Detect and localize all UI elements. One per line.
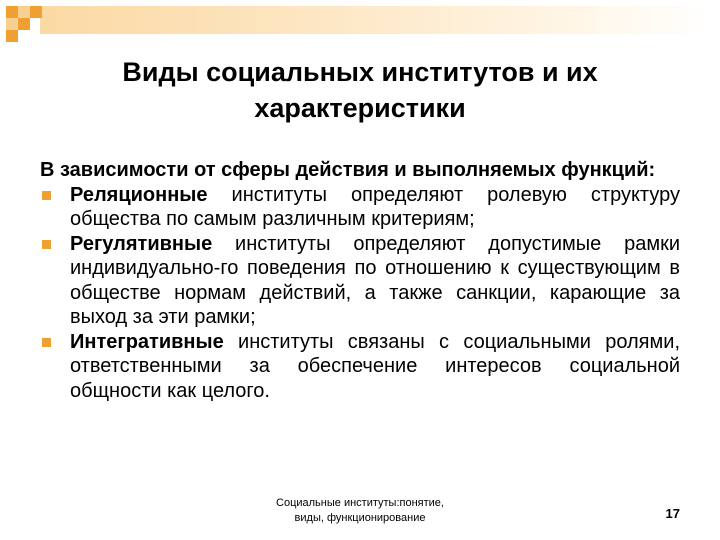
bullet-text: институты определяют ролевую структуру общества по самым различным критериям; bbox=[70, 183, 680, 230]
square-bullet-icon bbox=[42, 338, 51, 347]
footer-line: Социальные институты:понятие, bbox=[276, 497, 444, 509]
slide-footer bbox=[250, 496, 470, 526]
slide-title bbox=[40, 54, 680, 126]
decor-square bbox=[18, 6, 30, 18]
page-number: 17 bbox=[665, 506, 680, 521]
bullet-list bbox=[40, 183, 680, 404]
bullet-term: Регулятивные bbox=[70, 232, 213, 255]
list-item bbox=[40, 232, 680, 330]
list-item bbox=[40, 330, 680, 404]
square-bullet-icon bbox=[42, 191, 51, 200]
decor-square bbox=[6, 30, 18, 42]
bullet-text: институты связаны с социальными ролями, ответственными за обеспечение интересов социальной общности как целого. bbox=[70, 330, 680, 402]
header-band bbox=[40, 6, 712, 34]
slide-title-line: характеристики bbox=[254, 93, 466, 123]
bullet-term: Интегративные bbox=[70, 330, 224, 353]
decor-square bbox=[30, 6, 42, 18]
slide-title-line: Виды социальных институтов и их bbox=[122, 57, 598, 87]
list-item bbox=[40, 183, 680, 232]
bullet-term: Реляционные bbox=[70, 183, 208, 206]
bullet-text: институты определяют допустимые рамки индивидуально-го поведения по отношению к существующим в обществе нормам действий, а также санкции, карающие за выход за эти рамки; bbox=[70, 232, 680, 328]
footer-line: виды, функционирование bbox=[294, 512, 426, 524]
intro-paragraph bbox=[40, 158, 680, 183]
slide-body bbox=[40, 158, 680, 403]
decor-square bbox=[18, 18, 30, 30]
square-bullet-icon bbox=[42, 240, 51, 249]
decor-square bbox=[6, 18, 18, 30]
decor-square bbox=[6, 6, 18, 18]
intro-lead: В зависимости от сферы действия и выполняемых функций: bbox=[40, 159, 656, 181]
